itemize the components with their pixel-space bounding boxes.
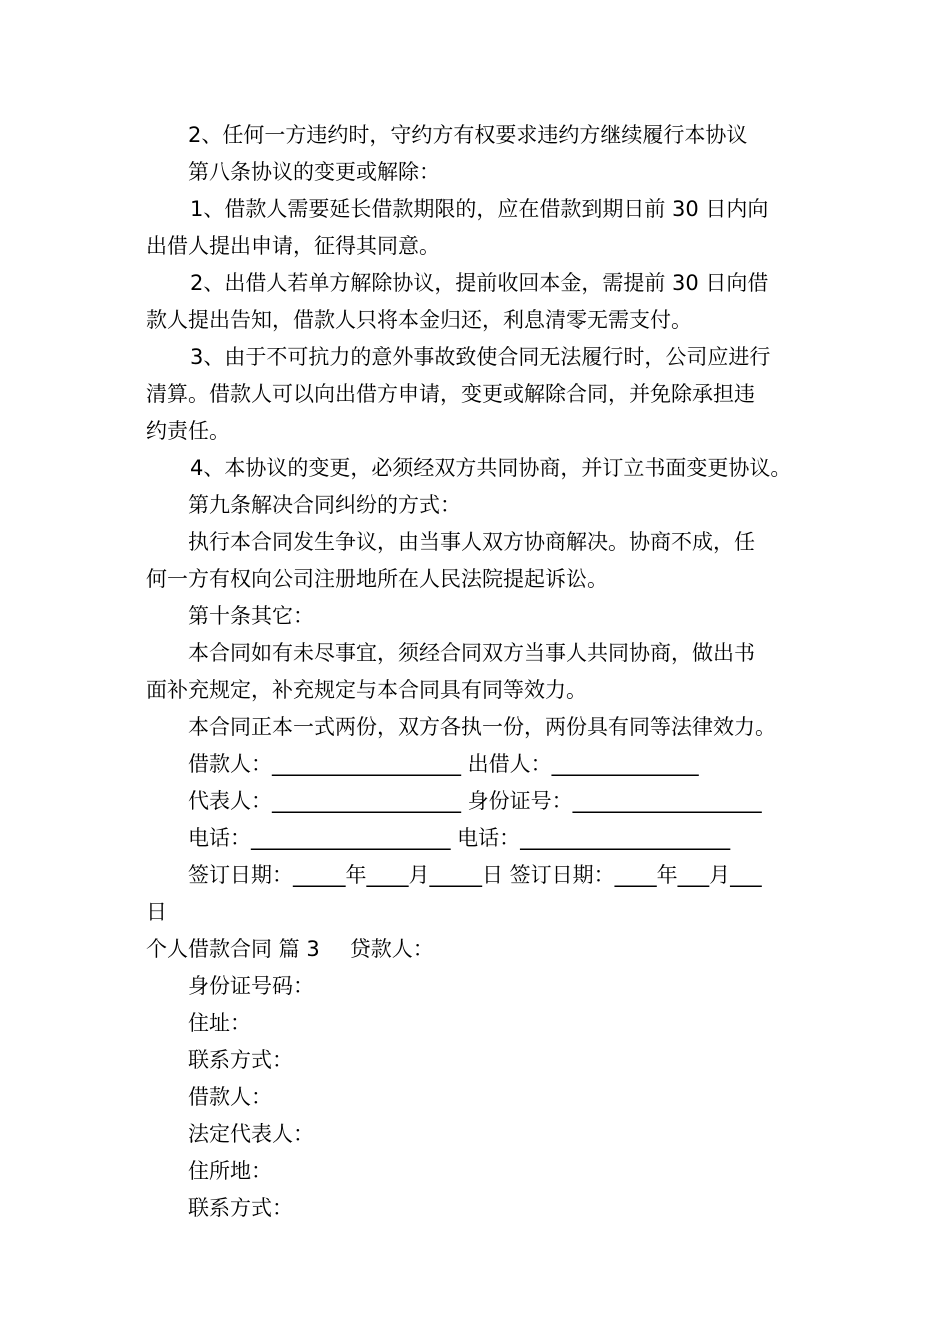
text-line: 本合同正本一式两份，双方各执一份，两份具有同等法律效力。 [188, 715, 776, 739]
text-line: 何一方有权向公司注册地所在人民法院提起诉讼。 [146, 567, 608, 591]
text-line: 2、出借人若单方解除协议，提前收回本金，需提前 30 日向借 [190, 271, 769, 295]
text-line: 面补充规定，补充规定与本合同具有同等效力。 [146, 678, 587, 702]
text-line: 1、借款人需要延长借款期限的，应在借款到期日前 30 日内向 [190, 197, 769, 221]
text-line: 出借人提出申请，征得其同意。 [146, 234, 440, 258]
text-line: 约责任。 [146, 419, 230, 443]
field-contact: 联系方式： [188, 1048, 293, 1072]
clause-heading-8: 第八条协议的变更或解除： [188, 160, 440, 184]
text-line: 日 [146, 900, 167, 924]
section-heading [146, 931, 811, 968]
signature-line-date: 签订日期：_____年____月_____日 签订日期：____年___月___ [188, 863, 762, 887]
clause-heading-9: 第九条解决合同纠纷的方式： [188, 493, 461, 517]
lender-field-label: 贷款人： [349, 937, 434, 961]
field-contact-2: 联系方式： [188, 1196, 293, 1220]
signature-line-phone: 电话：___________________ 电话：____________________ [188, 826, 731, 850]
text-line: 3、由于不可抗力的意外事故致使合同无法履行时，公司应进行 [190, 345, 771, 369]
section-title: 个人借款合同 篇 3 [146, 937, 320, 961]
field-borrower: 借款人： [188, 1085, 272, 1109]
field-legal-representative: 法定代表人： [188, 1122, 314, 1146]
clause-heading-10: 第十条其它： [188, 604, 314, 628]
field-id-number: 身份证号码： [188, 974, 314, 998]
text-line: 款人提出告知，借款人只将本金归还，利息清零无需支付。 [146, 308, 692, 332]
text-line: 4、本协议的变更，必须经双方共同协商，并订立书面变更协议。 [190, 456, 792, 480]
signature-line-borrower: 借款人：__________________ 出借人：______________ [188, 752, 699, 776]
text-line: 2、任何一方违约时，守约方有权要求违约方继续履行本协议 [188, 123, 748, 147]
text-line: 执行本合同发生争议，由当事人双方协商解决。协商不成，任 [188, 530, 755, 554]
field-domicile: 住所地： [188, 1159, 272, 1183]
document-page [146, 117, 811, 1227]
text-line: 本合同如有未尽事宜，须经合同双方当事人共同协商，做出书 [188, 641, 755, 665]
field-address: 住址： [188, 1011, 251, 1035]
text-line: 清算。借款人可以向出借方申请，变更或解除合同，并免除承担违 [146, 382, 755, 406]
signature-line-representative: 代表人：__________________ 身份证号：__________________ [188, 789, 762, 813]
